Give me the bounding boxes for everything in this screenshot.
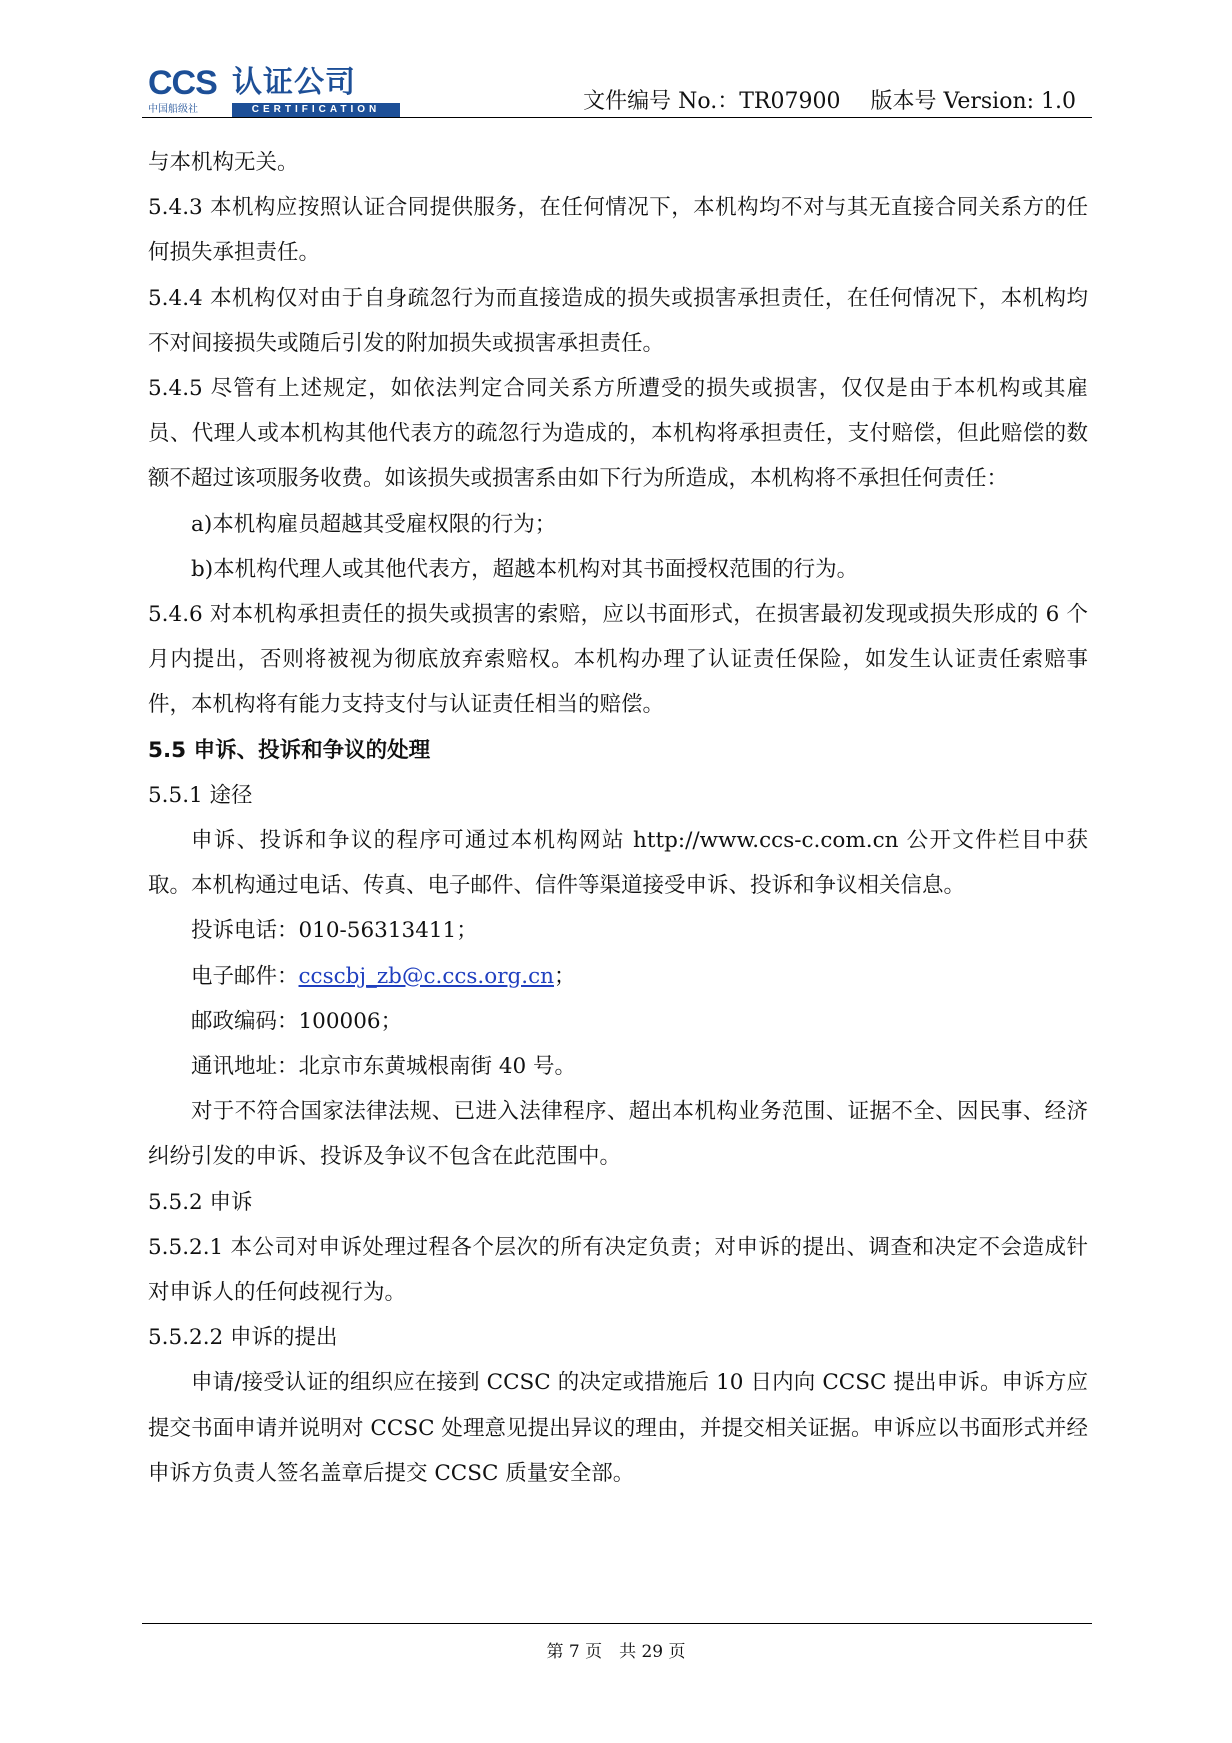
list-item: a)本机构雇员超越其受雇权限的行为； (191, 511, 557, 537)
contact-postcode: 邮政编码：100006； (191, 1008, 403, 1034)
paragraph: 5.4.4 本机构仅对由于自身疏忽行为而直接造成的损失或损害承担责任，在任何情况下，本机构均不对间接损失或随后引发的附加损失或损害承担责任。 (148, 285, 1088, 356)
version-number: 版本号 Version: 1.0 (870, 89, 1076, 114)
document-info (553, 88, 1076, 116)
subsection-heading: 5.5.2 申诉 (148, 1189, 253, 1215)
contact-address: 通讯地址：北京市东黄城根南街 40 号。 (191, 1054, 577, 1080)
email-link[interactable]: ccscbj_zb@c.ccs.org.cn (298, 963, 554, 989)
paragraph: 申请/接受认证的组织应在接到 CCSC 的决定或措施后 10 日内向 CCSC 提出申诉。申诉方应提交书面申请并说明对 CCSC 处理意见提出异议的理由，并提交相关证据。申诉应以书面形式并经申诉方负责人签名盖章后提交 CCSC 质量安全部。 (148, 1370, 1088, 1486)
page-number: 第 7 页 共 29 页 (546, 1642, 686, 1662)
document-number: 文件编号 No.：TR07900 (583, 89, 841, 114)
ccs-logo (148, 66, 408, 118)
paragraph: 申诉、投诉和争议的程序可通过本机构网站 http://www.ccs-c.com.cn 公开文件栏目中获取。本机构通过电话、传真、电子邮件、信件等渠道接受申诉、投诉和争议相关信息。 (148, 828, 1088, 899)
page-header (148, 58, 1088, 118)
contact-email (148, 954, 1088, 999)
paragraph: 5.4.6 对本机构承担责任的损失或损害的索赔，应以书面形式，在损害最初发现或损失形成的 6 个月内提出，否则将被视为彻底放弃索赔权。本机构办理了认证责任保险，如发生认证责任索赔事件，本机构将有能力支持支付与认证责任相当的赔偿。 (148, 602, 1088, 718)
paragraph: 5.4.5 尽管有上述规定，如依法判定合同关系方所遭受的损失或损害，仅仅是由于本机构或其雇员、代理人或本机构其他代表方的疏忽行为造成的，本机构将承担责任，支付赔偿，但此赔偿的数额不超过该项服务收费。如该损失或损害系由如下行为所造成，本机构将不承担任何责任： (148, 376, 1088, 492)
logo-certification-text: CERTIFICATION (232, 103, 400, 117)
paragraph: 对于不符合国家法律法规、已进入法律程序、超出本机构业务范围、证据不全、因民事、经济纠纷引发的申诉、投诉及争议不包含在此范围中。 (148, 1099, 1088, 1170)
subsection-heading: 5.5.1 途径 (148, 782, 253, 808)
paragraph: 5.5.2.1 本公司对申诉处理过程各个层次的所有决定负责；对申诉的提出、调查和决定不会造成针对申诉人的任何歧视行为。 (148, 1234, 1088, 1306)
logo-ccs-text: CCS (148, 64, 217, 102)
list-item: b)本机构代理人或其他代表方，超越本机构对其书面授权范围的行为。 (191, 556, 859, 582)
footer-divider (142, 1623, 1092, 1624)
contact-phone: 投诉电话：010-56313411； (191, 918, 478, 944)
email-tail: ； (553, 963, 576, 989)
subsection-heading: 5.5.2.2 申诉的提出 (148, 1325, 338, 1351)
paragraph: 与本机构无关。 (148, 150, 299, 175)
section-heading: 5.5 申诉、投诉和争议的处理 (148, 737, 431, 763)
email-label: 电子邮件： (191, 963, 299, 989)
logo-cn-text: 认证公司 (232, 65, 356, 100)
logo-sub-text: 中国船级社 (148, 104, 198, 115)
document-body (148, 140, 1088, 1496)
paragraph: 5.4.3 本机构应按照认证合同提供服务，在任何情况下，本机构均不对与其无直接合同关系方的任何损失承担责任。 (148, 195, 1088, 266)
header-divider (142, 117, 1092, 118)
